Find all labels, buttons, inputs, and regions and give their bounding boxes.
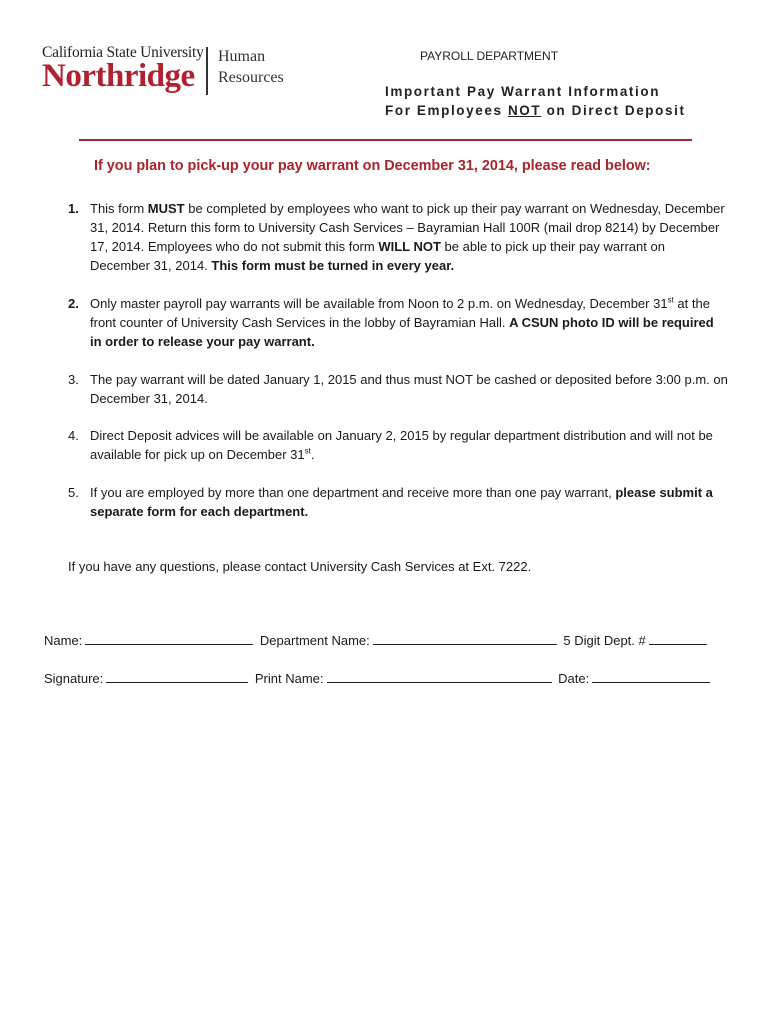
name-field[interactable] [85,632,253,645]
item-emphasis: please submit a separate form for each department. [90,485,713,519]
list-item-number: 2. [68,296,79,311]
list-item-number: 1. [68,201,79,216]
csun-hr-logo [42,44,292,96]
item-emphasis: WILL NOT [378,239,441,254]
item-text: This form [90,201,148,216]
logo-department-line2: Resources [218,69,284,86]
list-item-text [90,294,728,351]
item-text: be completed by employees who want to pick up their pay warrant on Wednesday, December 31, 2014. Return this form to University Cash Services – Bayramian Hall 100R (mail drop 8214) by December 17, 2014. Employees who do not submit this form [90,201,725,254]
logo-department-line1: Human [218,48,266,65]
list-item-text [90,426,728,464]
form-row-2 [44,670,713,686]
date-field[interactable] [592,670,710,683]
list-item-number: 5. [68,485,79,500]
list-item-text [90,199,728,275]
print-name-field[interactable] [327,670,552,683]
instructions-headline: If you plan to pick-up your pay warrant on December 31, 2014, please read below: [94,158,651,174]
signature-field[interactable] [106,670,248,683]
item-text: at the front counter of University Cash Services in the lobby of Bayramian Hall. [90,296,710,330]
department-label: PAYROLL DEPARTMENT [420,49,559,63]
item-text: If you are employed by more than one department and receive more than one pay warrant, [90,485,616,500]
logo-divider [206,47,208,95]
logo-university-line: California State University [42,44,204,61]
date-label: Date: [558,671,590,686]
title-line2-pre: For Employees [385,103,508,118]
title-line2-underlined: NOT [507,103,542,118]
list-item-2 [68,294,728,351]
list-item-3 [68,370,728,408]
list-item-4 [68,426,728,464]
document-title-line1: Important Pay Warrant Information [385,84,661,99]
department-name-field[interactable] [373,632,557,645]
item-superscript: st [667,295,674,305]
title-line2-post: on Direct Deposit [541,103,686,118]
list-item-number: 3. [68,372,79,387]
list-item-5 [68,483,728,521]
header-divider [79,139,692,141]
contact-note: If you have any questions, please contact University Cash Services at Ext. 7222. [68,559,532,574]
list-item-1 [68,199,728,275]
dept-number-field[interactable] [649,632,707,645]
name-label: Name: [44,633,83,648]
item-text: . [310,447,315,462]
list-item-number: 4. [68,428,79,443]
item-text: Only master payroll pay warrants will be available from Noon to 2 p.m. on Wednesday, December 31 [90,296,668,311]
department-name-label: Department Name: [259,633,370,648]
list-item-text [90,370,728,408]
item-text: Direct Deposit advices will be available on January 2, 2015 by regular department distribution and will not be available for pick up on December 31 [90,428,713,462]
signature-label: Signature: [44,671,104,686]
item-emphasis: A CSUN photo ID will be required in order to release your pay warrant. [90,315,714,349]
list-item-text [90,483,728,521]
item-text: be able to pick up their pay warrant on December 31, 2014. [90,239,665,273]
print-name-label: Print Name: [254,671,324,686]
item-emphasis: This form must be turned in every year. [211,258,455,273]
logo-campus: Northridge [42,58,195,94]
form-row-1 [44,632,710,648]
dept-number-label: 5 Digit Dept. # [563,633,646,648]
item-emphasis: MUST [147,201,185,216]
document-title-line2 [385,103,686,118]
item-text: The pay warrant will be dated January 1, 2015 and thus must NOT be cashed or deposited before 3:00 p.m. on December 31, 2014. [90,372,728,406]
item-superscript: st [304,446,311,456]
